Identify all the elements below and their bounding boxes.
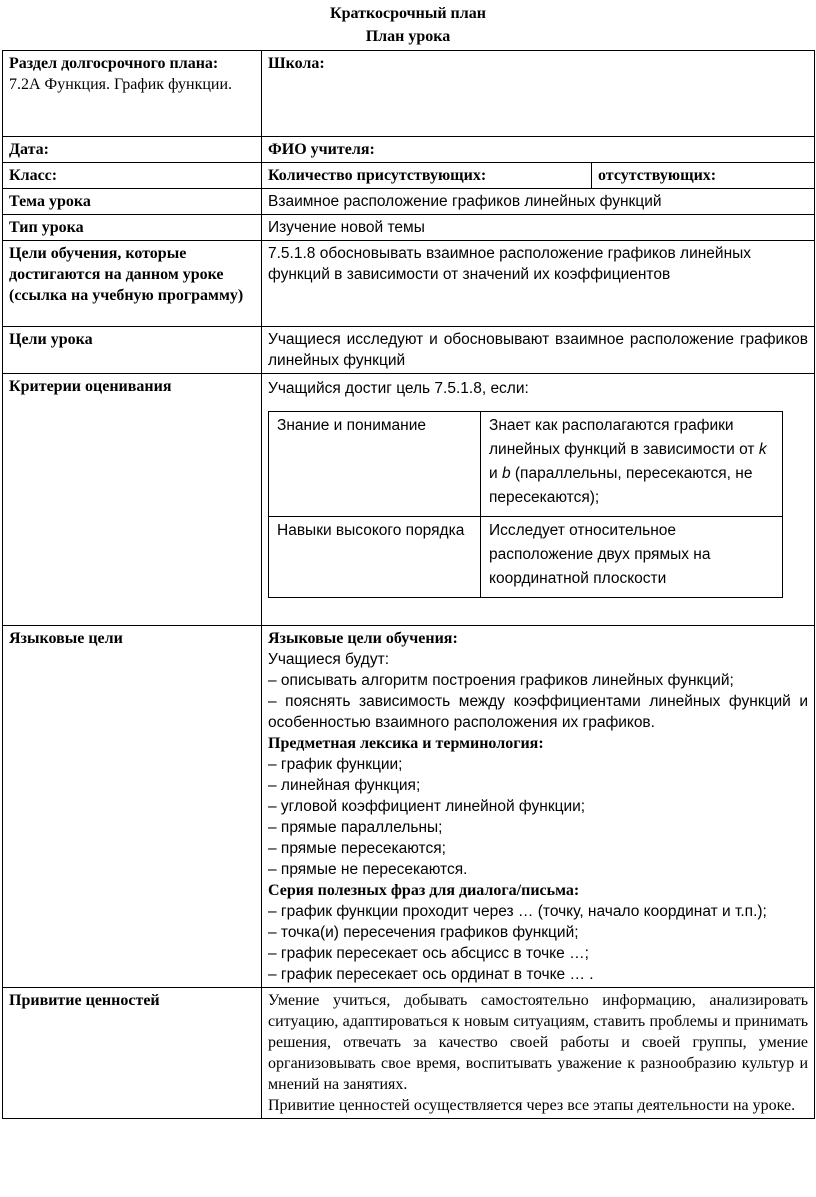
criteria-desc: Исследует относительное расположение двух прямых на координатной плоскости bbox=[481, 517, 783, 598]
values-text: Умение учиться, добывать самостоятельно информацию, анализировать ситуацию, адаптироваться к новым ситуациям, ставить проблемы и принимать решения, отвечать за качество своей работы и своей группы, умение организовывать свое время, воспитывать уважение к разнообразию культур и мнений на занятиях. bbox=[268, 992, 809, 1093]
coefficient-b: b bbox=[501, 465, 511, 482]
date-label: Дата: bbox=[3, 137, 262, 163]
row-values bbox=[3, 988, 815, 1119]
vocab-heading: Предметная лексика и терминология: bbox=[268, 735, 544, 752]
present-count-label: Количество присутствующих: bbox=[262, 163, 592, 189]
row-learning-goals bbox=[3, 241, 815, 327]
row-section bbox=[3, 51, 815, 137]
values-cell bbox=[262, 988, 815, 1119]
vocab-item: ‒ прямые не пересекаются. bbox=[268, 861, 468, 878]
criteria-name: Знание и понимание bbox=[269, 412, 481, 517]
vocab-item: ‒ график функции; bbox=[268, 756, 403, 773]
criteria-desc-pre: Знает как располагаются графики линейных функций в зависимости от bbox=[489, 417, 759, 458]
class-label: Класс: bbox=[3, 163, 262, 189]
row-criteria bbox=[3, 374, 815, 626]
vocab-item: ‒ прямые параллельны; bbox=[268, 819, 443, 836]
absent-count-label: отсутствующих: bbox=[592, 163, 815, 189]
section-cell bbox=[3, 51, 262, 137]
language-goal-item: ‒ пояснять зависимость между коэффициентами линейных функций и особенностью взаимного расположения их графиков. bbox=[268, 693, 809, 731]
criteria-intro: Учащийся достиг цель 7.5.1.8, если: bbox=[268, 380, 529, 397]
coefficient-k: k bbox=[758, 441, 767, 458]
language-goal-item: ‒ описывать алгоритм построения графиков линейных функций; bbox=[268, 672, 734, 689]
row-topic bbox=[3, 189, 815, 215]
criteria-desc-post: (параллельны, пересекаются, не пересекаются); bbox=[489, 465, 753, 506]
phrase-item: ‒ график пересекает ось абсцисс в точке …; bbox=[268, 945, 589, 962]
section-value: 7.2А Функция. График функции. bbox=[9, 76, 233, 93]
lesson-plan-table bbox=[2, 50, 815, 1119]
lesson-type-label: Тип урока bbox=[3, 215, 262, 241]
row-lesson-goals bbox=[3, 327, 815, 374]
row-language-goals bbox=[3, 626, 815, 988]
language-goals-label: Языковые цели bbox=[3, 626, 262, 988]
language-goals-cell bbox=[262, 626, 815, 988]
vocab-item: ‒ угловой коэффициент линейной функции; bbox=[268, 798, 586, 815]
row-date bbox=[3, 137, 815, 163]
criteria-desc-and: и bbox=[489, 465, 502, 482]
document-subtitle: План урока bbox=[365, 28, 451, 45]
learning-goals-value: 7.5.1.8 обосновывать взаимное расположение графиков линейных функций в зависимости от значений их коэффициентов bbox=[262, 241, 815, 327]
document-header bbox=[0, 2, 816, 48]
criteria-name: Навыки высокого порядка bbox=[269, 517, 481, 598]
section-label: Раздел долгосрочного плана: bbox=[9, 55, 219, 72]
criteria-table bbox=[268, 411, 783, 598]
row-class bbox=[3, 163, 815, 189]
criteria-row bbox=[269, 412, 783, 517]
topic-label: Тема урока bbox=[3, 189, 262, 215]
lesson-goals-label: Цели урока bbox=[3, 327, 262, 374]
document-title: Краткосрочный план bbox=[330, 5, 486, 22]
lesson-goals-value: Учащиеся исследуют и обосновывают взаимное расположение графиков линейных функций bbox=[262, 327, 815, 374]
school-cell: Школа: bbox=[262, 51, 815, 137]
phrase-item: ‒ график функции проходит через … (точку, начало координат и т.п.); bbox=[268, 903, 767, 920]
values-label: Привитие ценностей bbox=[3, 988, 262, 1119]
teacher-name-label: ФИО учителя: bbox=[262, 137, 815, 163]
phrase-item: ‒ график пересекает ось ординат в точке … . bbox=[268, 966, 594, 983]
language-goals-heading: Языковые цели обучения: bbox=[268, 630, 458, 647]
criteria-label: Критерии оценивания bbox=[3, 374, 262, 626]
topic-value: Взаимное расположение графиков линейных функций bbox=[262, 189, 815, 215]
criteria-row bbox=[269, 517, 783, 598]
values-text: Привитие ценностей осуществляется через все этапы деятельности на уроке. bbox=[268, 1097, 796, 1114]
lesson-type-value: Изучение новой темы bbox=[262, 215, 815, 241]
phrases-heading: Серия полезных фраз для диалога/письма: bbox=[268, 882, 580, 899]
phrase-item: ‒ точка(и) пересечения графиков функций; bbox=[268, 924, 579, 941]
learning-goals-label: Цели обучения, которые достигаются на данном уроке (ссылка на учебную программу) bbox=[3, 241, 262, 327]
students-will: Учащиеся будут: bbox=[268, 651, 389, 668]
vocab-item: ‒ линейная функция; bbox=[268, 777, 421, 794]
criteria-cell bbox=[262, 374, 815, 626]
row-lesson-type bbox=[3, 215, 815, 241]
criteria-desc bbox=[481, 412, 783, 517]
vocab-item: ‒ прямые пересекаются; bbox=[268, 840, 446, 857]
